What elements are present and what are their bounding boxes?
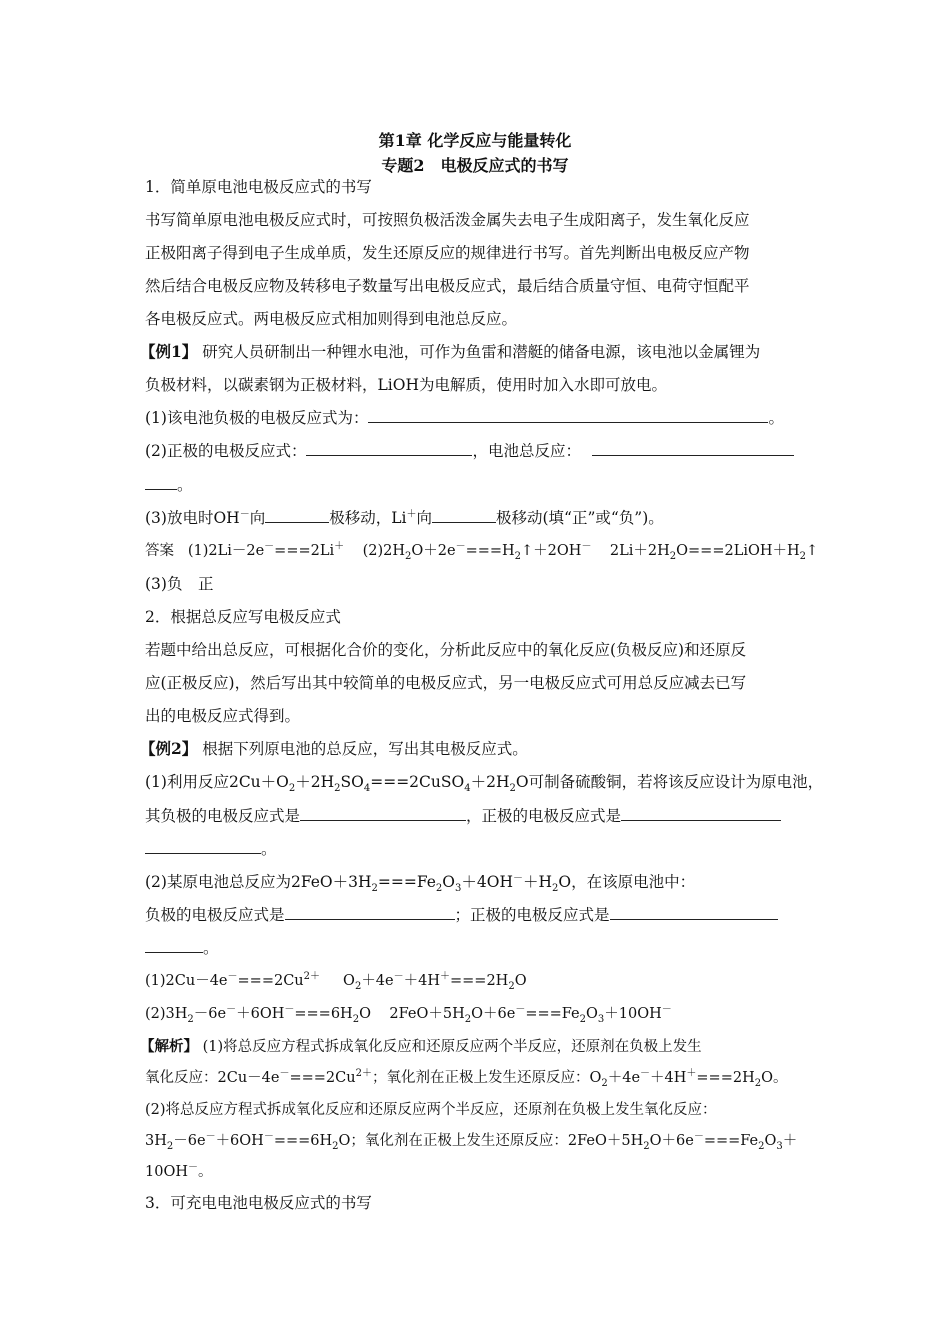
answer-blank[interactable] xyxy=(145,938,203,953)
example-2-question-1b: 其负极的电极反应式是 ，正极的电极反应式是 xyxy=(145,806,781,826)
paragraph-line: 若题中给出总反应，可根据化合价的变化，分析此反应中的氧化反应(负极反应)和还原反 xyxy=(145,641,747,659)
topic-title: 专题2 电极反应式的书写 xyxy=(381,156,569,175)
example-2-answer-2: $(2)3H_2-6e^-+6OH^-===6H_2O$ $2FeO+5H_2O+6e^-===Fe_2O_3+10OH^-$ xyxy=(145,1004,672,1025)
paragraph-line: 出的电极反应式得到。 xyxy=(145,707,301,725)
analysis-line-3: (2)将总反应方程式拆成氧化反应和还原反应两个半反应，还原剂在负极上发生氧化反应： xyxy=(145,1102,717,1118)
answer-blank[interactable] xyxy=(621,806,781,821)
paragraph-line: 书写简单原电池电极反应式时，可按照负极活泼金属失去电子生成阳离子，发生氧化反应 xyxy=(145,211,750,229)
paragraph-line: 各电极反应式。两电极反应式相加则得到电池总反应。 xyxy=(145,310,518,328)
analysis-line-1: 【解析】 (1)将总反应方程式拆成氧化反应和还原反应两个半反应，还原剂在负极上发生 xyxy=(140,1038,702,1055)
chapter-title: 第1章 化学反应与能量转化 xyxy=(378,131,572,150)
answer-blank[interactable] xyxy=(300,806,466,821)
answer-blank[interactable] xyxy=(368,408,768,423)
example-2-question-1c: 。 xyxy=(145,839,277,859)
example-1-tag: 【例1】 xyxy=(140,342,198,361)
example-2-question-2b: 负极的电极反应式是 ；正极的电极反应式是 xyxy=(145,905,778,925)
example-2-question-1: (1)利用反应$2Cu+O_2+2H_2SO_4===2CuSO_4+2H_2O$可制备硫酸铜，若将该反应设计为原电池， xyxy=(145,773,824,795)
paragraph-line: 应(正极反应)，然后写出其中较简单的电极反应式，另一电极反应式可用总反应减去已写 xyxy=(145,674,747,692)
example-1-line: 【例1】 研究人员研制出一种锂水电池，可作为鱼雷和潜艇的储备电源，该电池以金属锂为 xyxy=(140,342,761,361)
answer-blank[interactable] xyxy=(610,905,778,920)
question-2-continued: 。 xyxy=(145,475,193,495)
example-2-answer-1: $(1)2Cu-4e^-===2Cu^{2+}$ $O_2+4e^-+4H^+===2H_2O$ xyxy=(145,971,527,992)
section-2-heading: 2．根据总反应写电极反应式 xyxy=(145,608,341,626)
answer-blank[interactable] xyxy=(265,508,329,523)
answer-blank[interactable] xyxy=(285,905,455,920)
answer-label: 答案 xyxy=(145,543,174,559)
answer-line-2: (3)负 正 xyxy=(145,575,214,593)
section-1-heading: 1．简单原电池电极反应式的书写 xyxy=(145,178,372,196)
question-3: (3)放电时OH－向 极移动，Li＋向 极移动(填“正”或“负”)。 xyxy=(145,508,664,527)
paragraph-line: 正极阳离子得到电子生成单质，发生还原反应的规律进行书写。首先判断出电极反应产物 xyxy=(145,244,750,262)
example-2-line: 【例2】 根据下列原电池的总反应，写出其电极反应式。 xyxy=(140,739,528,758)
answer-blank[interactable] xyxy=(145,475,177,490)
question-2: (2)正极的电极反应式： ，电池总反应： xyxy=(145,441,794,461)
answer-blank[interactable] xyxy=(432,508,496,523)
example-2-question-2: (2)某原电池总反应为$2FeO+3H_2===Fe_2O_3+4OH^-+H_2O$，在该原电池中： xyxy=(145,872,696,895)
answer-line: 答案 (1)2Li－2e－===2Li＋ $(2)2H_2O+2e^-===H_2↑+2OH^-$ $2Li+2H_2O===2LiOH+H_2↑$ xyxy=(145,541,819,562)
section-3-heading: 3．可充电电池电极反应式的书写 xyxy=(145,1194,372,1212)
paragraph-line: 然后结合电极反应物及转移电子数量写出电极反应式，最后结合质量守恒、电荷守恒配平 xyxy=(145,277,750,295)
answer-blank[interactable] xyxy=(145,839,261,854)
example-1-line-2: 负极材料，以碳素钢为正极材料，LiOH为电解质，使用时加入水即可放电。 xyxy=(145,376,667,394)
question-1: (1)该电池负极的电极反应式为： 。 xyxy=(145,409,784,427)
analysis-line-2: 氧化反应：$2Cu-4e^-===2Cu^{2+}$；氧化剂在正极上发生还原反应：$O_2+4e^-+4H^+===2H_2O$。 xyxy=(145,1068,788,1089)
answer-blank[interactable] xyxy=(306,441,472,456)
example-2-tag: 【例2】 xyxy=(140,739,198,758)
analysis-line-4: $3H_2-6e^-+6OH^-===6H_2O$；氧化剂在正极上发生还原反应：$2FeO+5H_2O+6e^-===Fe_2O_3+$ xyxy=(145,1131,798,1152)
analysis-line-5: 10OH－。 xyxy=(145,1162,213,1180)
answer-blank[interactable] xyxy=(592,441,794,456)
analysis-tag: 【解析】 xyxy=(140,1038,198,1055)
example-2-question-2c: 。 xyxy=(145,938,219,958)
